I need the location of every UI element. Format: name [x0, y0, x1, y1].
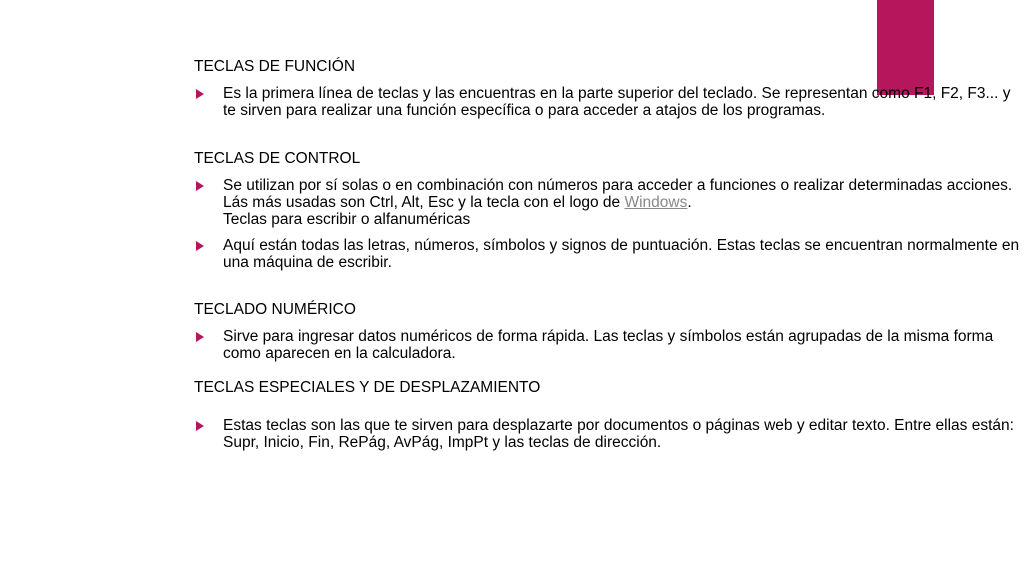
heading-teclado-numerico: TECLADO NUMÉRICO	[194, 301, 356, 318]
bullet-text: Estas teclas son las que te sirven para desplazarte por documentos o páginas web y editar texto. Entre ellas están: Supr, Inicio, Fin, RePág, AvPág, ImpPt y las teclas de dirección.	[223, 417, 1014, 451]
bullet-teclas-control	[194, 177, 1020, 228]
bullet-teclas-especiales	[194, 417, 1020, 451]
bullet-arrow-icon	[196, 241, 204, 251]
bullet-alfanumericas	[194, 237, 1020, 271]
heading-teclas-especiales: TECLAS ESPECIALES Y DE DESPLAZAMIENTO	[194, 379, 541, 396]
bullet-arrow-icon	[196, 421, 204, 431]
bullet-teclas-funcion	[194, 85, 1020, 119]
windows-link[interactable]: Windows	[624, 194, 688, 211]
bullet-text: Se utilizan por sí solas o en combinación con números para acceder a funciones o realizar determinadas acciones. Lás más usadas son Ctrl, Alt, Esc y la tecla con el logo de	[223, 177, 1013, 211]
bullet-arrow-icon	[196, 181, 204, 191]
bullet-text-end: .	[687, 194, 692, 211]
heading-teclas-funcion: TECLAS DE FUNCIÓN	[194, 58, 356, 75]
bullet-text: Es la primera línea de teclas y las encuentras en la parte superior del teclado. Se representan como F1, F2, F3... y te sirven para realizar una función específica o para acceder a atajos de los programas.	[223, 85, 1011, 119]
bullet-text: Aquí están todas las letras, números, símbolos y signos de puntuación. Estas teclas se encuentran normalmente en una máquina de escribir.	[223, 237, 1020, 271]
bullet-arrow-icon	[196, 89, 204, 99]
bullet-text: Sirve para ingresar datos numéricos de forma rápida. Las teclas y símbolos están agrupadas de la misma forma como aparecen en la calculadora.	[223, 328, 994, 362]
bullet-arrow-icon	[196, 332, 204, 342]
bullet-teclado-numerico	[194, 328, 1020, 362]
bullet-text-line2: Teclas para escribir o alfanuméricas	[223, 211, 471, 228]
slide-content	[194, 57, 1020, 451]
heading-teclas-control: TECLAS DE CONTROL	[194, 150, 361, 167]
